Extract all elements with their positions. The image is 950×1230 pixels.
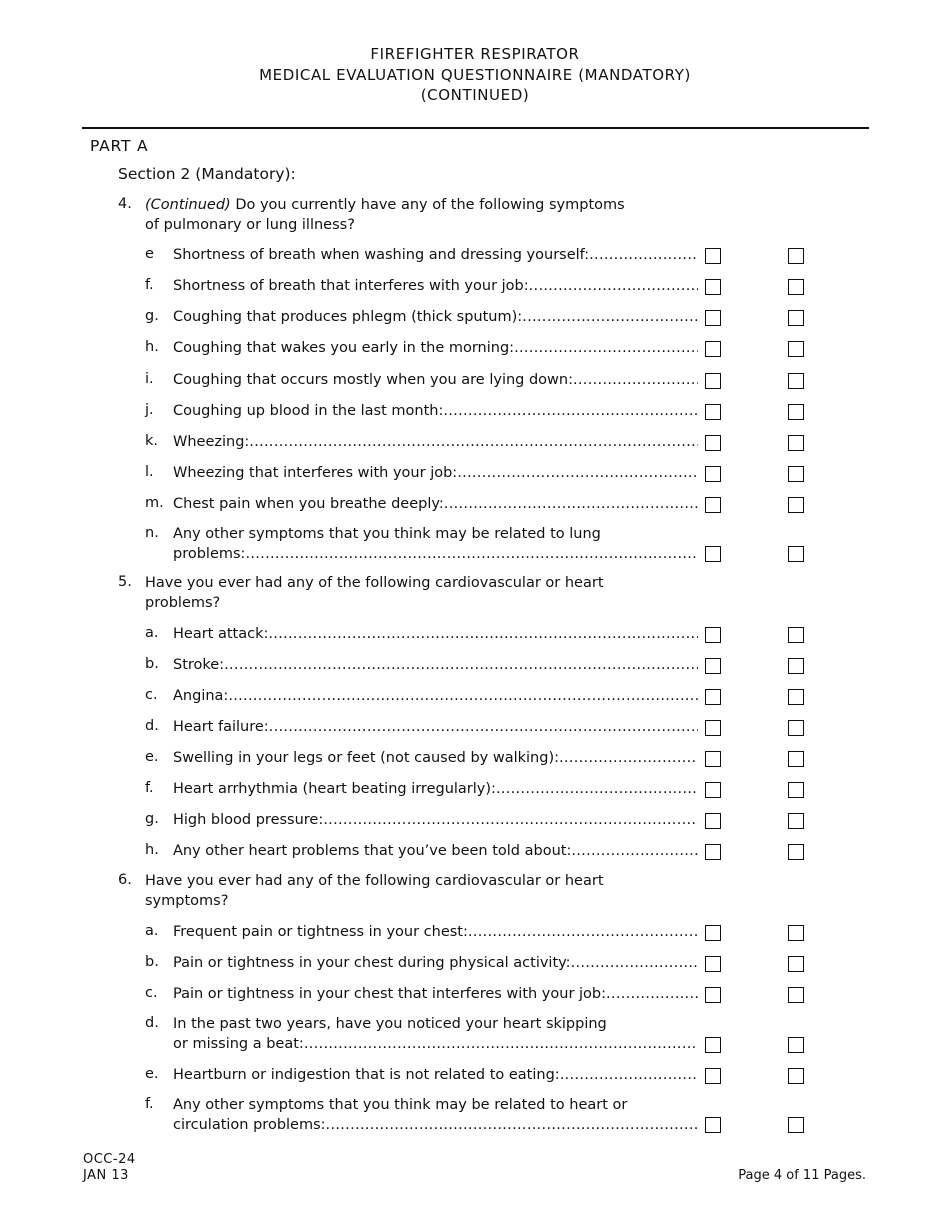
list-item: In the past two years, have you noticed your heart skipping or missing a beat: ..... <box>173 1015 698 1054</box>
header-continued: (CONTINUED) <box>420 86 530 104</box>
list-item: Heartburn or indigestion that is not related to eating: ..... <box>173 1066 698 1086</box>
item-letter: b. <box>145 656 159 672</box>
form-number: OCC-24 <box>83 1152 136 1167</box>
item-letter: d. <box>145 718 159 734</box>
item-letter: h. <box>145 842 159 858</box>
item-letter: d. <box>145 1015 159 1031</box>
list-item: Heart arrhythmia (heart beating irregularly): ..... <box>173 780 698 800</box>
no-checkbox[interactable] <box>788 627 804 643</box>
no-checkbox[interactable] <box>788 279 804 295</box>
item-letter: k. <box>145 433 159 449</box>
question-4-line1: Do you currently have any of the following symptoms <box>235 197 625 213</box>
yes-checkbox[interactable] <box>705 1068 721 1084</box>
yes-checkbox[interactable] <box>705 279 721 295</box>
question-4-number: 4. <box>118 196 132 212</box>
item-letter: e. <box>145 1066 159 1082</box>
item-letter: e. <box>145 749 159 765</box>
no-checkbox[interactable] <box>788 248 804 264</box>
no-checkbox[interactable] <box>788 404 804 420</box>
no-checkbox[interactable] <box>788 956 804 972</box>
list-item: Coughing up blood in the last month: ..... <box>173 402 698 422</box>
list-item: Heart failure: ..... <box>173 718 698 738</box>
yes-checkbox[interactable] <box>705 1037 721 1053</box>
item-letter: f. <box>145 277 154 293</box>
list-item: Coughing that occurs mostly when you are lying down: ..... <box>173 371 698 391</box>
list-item: Coughing that wakes you early in the morning: ..... <box>173 339 698 359</box>
item-letter: b. <box>145 954 159 970</box>
item-letter: e <box>145 246 154 262</box>
item-letter: i. <box>145 371 154 387</box>
yes-checkbox[interactable] <box>705 1117 721 1133</box>
list-item: Wheezing: ..... <box>173 433 698 453</box>
list-item: Shortness of breath when washing and dressing yourself: ..... <box>173 246 698 266</box>
question-4-continued: (Continued) <box>145 197 231 213</box>
item-letter: g. <box>145 308 159 324</box>
yes-checkbox[interactable] <box>705 689 721 705</box>
list-item: Chest pain when you breathe deeply: ..... <box>173 495 698 515</box>
yes-checkbox[interactable] <box>705 987 721 1003</box>
yes-checkbox[interactable] <box>705 404 721 420</box>
yes-checkbox[interactable] <box>705 546 721 562</box>
list-item: High blood pressure: ..... <box>173 811 698 831</box>
list-item: Any other symptoms that you think may be related to heart or circulation problems: ..... <box>173 1096 698 1135</box>
no-checkbox[interactable] <box>788 1037 804 1053</box>
yes-checkbox[interactable] <box>705 658 721 674</box>
list-item: Any other symptoms that you think may be related to lung problems: ..... <box>173 525 698 564</box>
list-item: Swelling in your legs or feet (not caused by walking): ..... <box>173 749 698 769</box>
list-item: Wheezing that interferes with your job: ..... <box>173 464 698 484</box>
yes-checkbox[interactable] <box>705 497 721 513</box>
item-letter: g. <box>145 811 159 827</box>
question-4-line2: of pulmonary or lung illness? <box>145 216 355 233</box>
no-checkbox[interactable] <box>788 341 804 357</box>
question-5-number: 5. <box>118 574 132 590</box>
list-item: Pain or tightness in your chest during physical activity: ..... <box>173 954 698 974</box>
list-item: Angina: ..... <box>173 687 698 707</box>
item-letter: a. <box>145 625 159 641</box>
yes-checkbox[interactable] <box>705 956 721 972</box>
header-title: FIREFIGHTER RESPIRATOR <box>370 45 580 63</box>
item-letter: h. <box>145 339 159 355</box>
question-5-text: Have you ever had any of the following cardiovascular or heart problems? <box>145 575 604 611</box>
no-checkbox[interactable] <box>788 466 804 482</box>
yes-checkbox[interactable] <box>705 751 721 767</box>
header-subtitle: MEDICAL EVALUATION QUESTIONNAIRE (MANDATORY) <box>259 65 691 84</box>
no-checkbox[interactable] <box>788 435 804 451</box>
question-6-text: Have you ever had any of the following cardiovascular or heart symptoms? <box>145 873 604 909</box>
yes-checkbox[interactable] <box>705 813 721 829</box>
no-checkbox[interactable] <box>788 813 804 829</box>
item-letter: m. <box>145 495 164 511</box>
question-6-number: 6. <box>118 872 132 888</box>
item-letter: c. <box>145 985 158 1001</box>
yes-checkbox[interactable] <box>705 310 721 326</box>
item-letter: f. <box>145 780 154 796</box>
part-label: PART A <box>90 137 149 155</box>
yes-checkbox[interactable] <box>705 782 721 798</box>
item-letter: a. <box>145 923 159 939</box>
no-checkbox[interactable] <box>788 373 804 389</box>
list-item: Pain or tightness in your chest that interferes with your job: ..... <box>173 985 698 1005</box>
footer-form-info <box>83 1152 136 1184</box>
list-item: Any other heart problems that you’ve been told about: ..... <box>173 842 698 862</box>
item-letter: f. <box>145 1096 154 1112</box>
list-item: Heart attack: ..... <box>173 625 698 645</box>
no-checkbox[interactable] <box>788 987 804 1003</box>
no-checkbox[interactable] <box>788 546 804 562</box>
yes-checkbox[interactable] <box>705 373 721 389</box>
item-letter: l. <box>145 464 154 480</box>
no-checkbox[interactable] <box>788 782 804 798</box>
yes-checkbox[interactable] <box>705 844 721 860</box>
yes-checkbox[interactable] <box>705 248 721 264</box>
no-checkbox[interactable] <box>788 497 804 513</box>
no-checkbox[interactable] <box>788 310 804 326</box>
yes-checkbox[interactable] <box>705 341 721 357</box>
yes-checkbox[interactable] <box>705 466 721 482</box>
question-4-text <box>145 196 705 235</box>
item-letter: c. <box>145 687 158 703</box>
no-checkbox[interactable] <box>788 751 804 767</box>
no-checkbox[interactable] <box>788 689 804 705</box>
no-checkbox[interactable] <box>788 1117 804 1133</box>
header-rule <box>82 127 869 129</box>
yes-checkbox[interactable] <box>705 627 721 643</box>
section-label: Section 2 (Mandatory): <box>118 165 296 183</box>
item-letter: n. <box>145 525 159 541</box>
no-checkbox[interactable] <box>788 925 804 941</box>
document-header <box>0 44 950 106</box>
yes-checkbox[interactable] <box>705 720 721 736</box>
no-checkbox[interactable] <box>788 844 804 860</box>
yes-checkbox[interactable] <box>705 925 721 941</box>
page-number: Page 4 of 11 Pages. <box>738 1168 866 1183</box>
yes-checkbox[interactable] <box>705 435 721 451</box>
no-checkbox[interactable] <box>788 1068 804 1084</box>
no-checkbox[interactable] <box>788 720 804 736</box>
item-letter: j. <box>145 402 154 418</box>
form-date: JAN 13 <box>83 1168 129 1183</box>
no-checkbox[interactable] <box>788 658 804 674</box>
list-item: Stroke: ..... <box>173 656 698 676</box>
list-item: Frequent pain or tightness in your chest: ..... <box>173 923 698 943</box>
list-item: Shortness of breath that interferes with your job: ..... <box>173 277 698 297</box>
list-item: Coughing that produces phlegm (thick sputum): ..... <box>173 308 698 328</box>
